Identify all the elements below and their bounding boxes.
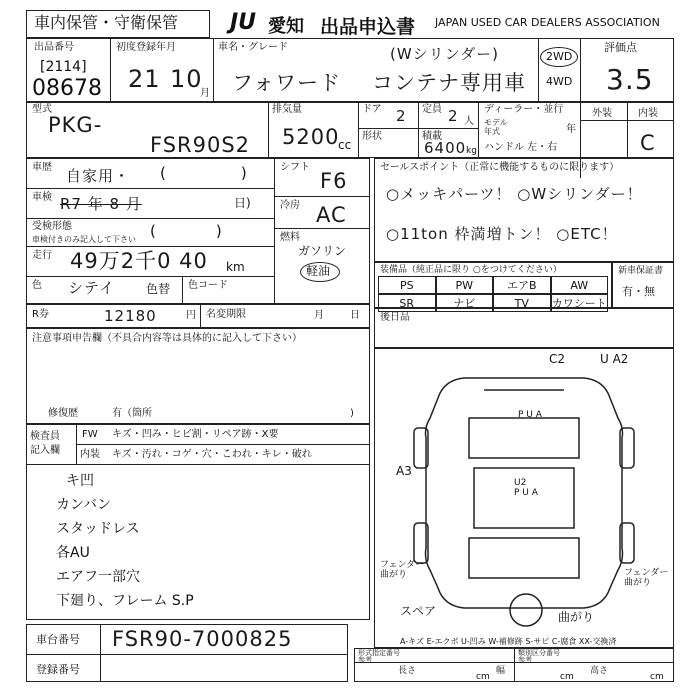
model-code: FSR90S2 [150, 133, 251, 157]
inspection-day: 日) [234, 196, 251, 210]
ac-value: AC [316, 203, 347, 227]
first-reg-label: 初度登録年月 [116, 42, 176, 53]
grade-note: (Wシリンダー) [390, 45, 499, 63]
shape-label: 形状 [362, 131, 382, 142]
diagram-legend: A-キズ E-エクボ U-凹み W-補修跡 S-サビ C-腐食 XX-交換済 [400, 637, 617, 646]
seats-unit: 人 [464, 116, 474, 127]
shift-label: シフト [280, 162, 310, 173]
car-name-label: 車名・グレード [218, 42, 288, 53]
fuel-label: 燃料 [280, 232, 300, 243]
notes-title: 注意事項申告欄（不具合内容等は具体的に記入して下さい） [32, 333, 302, 344]
score-label: 評価点 [604, 41, 637, 54]
diagram-label: P U A [518, 410, 542, 420]
color-code-label: 色コード [188, 280, 228, 291]
mileage-label: 走行 [32, 250, 52, 261]
load-label: 積載 [422, 131, 442, 142]
shift-value: F6 [320, 169, 348, 193]
recycle-label: R券 [32, 309, 49, 320]
car-grade: コンテナ専用車 [372, 71, 526, 95]
diagram-label: フェンダー 曲がり [380, 560, 425, 580]
reg-month: 10 [170, 65, 203, 93]
width-label: 幅 [496, 666, 506, 676]
repair-close: ) [350, 408, 354, 419]
brand-label: 愛知 [268, 16, 304, 37]
diagram-label: A3 [396, 464, 412, 478]
equipment-item: エアB [493, 276, 551, 294]
drive-2wd: 2WD [546, 50, 573, 63]
equipment-item: SR [378, 294, 436, 312]
equipment-grid [378, 276, 608, 310]
history-bracket: ( ) [160, 164, 247, 182]
seats-value: 2 [448, 107, 459, 125]
association-name: JAPAN USED CAR DEALERS ASSOCIATION [435, 16, 660, 29]
inspector-note: エアフ一部穴 [56, 569, 140, 585]
model-label: 型式 [32, 104, 52, 115]
inspection-value: R7 年 8 月 [60, 195, 142, 213]
recycle-yen: 円 [186, 310, 196, 321]
mileage-value: 49万2千0 40 [70, 249, 208, 273]
ju-logo: JU [230, 10, 257, 35]
diagram-label: U2 P U A [514, 478, 538, 498]
cc-unit: cc [338, 138, 352, 152]
chassis-value: FSR90-7000825 [112, 627, 293, 651]
inspector-label: 検査員 記入欄 [30, 431, 60, 456]
diagram-labels [374, 348, 674, 648]
reg-year: 21 [128, 65, 161, 93]
height-unit: cm [650, 672, 664, 682]
width-unit: cm [560, 672, 574, 682]
fuel-value: ガソリン [298, 244, 347, 258]
inspector-notes [56, 470, 356, 620]
length-label: 長さ [398, 666, 417, 676]
history-value: 自家用・ [66, 167, 131, 185]
sales-frame [374, 158, 674, 262]
length-unit: cm [476, 672, 490, 682]
inspection-label: 車検 [32, 192, 52, 203]
repair-value: 有（箇所 [112, 408, 152, 419]
receipt-note: 車検付きのみ記入して下さい [32, 235, 136, 244]
inspector-note: 各AU [56, 545, 90, 561]
color-note: 色替 [146, 282, 171, 296]
door-value: 2 [396, 107, 407, 125]
equipment-title: 装備品（純正品に限り ○をつけてください） [380, 265, 562, 275]
equipment-item: PW [436, 276, 494, 294]
name-change-day: 日 [350, 310, 360, 321]
month-unit: 月 [200, 88, 210, 99]
fw-label: FW [82, 429, 98, 440]
height-label: 高さ [590, 666, 609, 676]
form-title: 出品申込書 [320, 16, 416, 38]
inspector-note: スタッドレス [56, 521, 140, 537]
name-change-month: 月 [314, 310, 324, 321]
ac-label: 冷房 [280, 200, 300, 211]
displacement-value: 5200 [282, 125, 340, 149]
sales-line-1: ○メッキパーツ！ ○Wシリンダー！ [386, 185, 643, 203]
fuel-alt-value: 軽油 [306, 264, 331, 278]
diagram-label: C2 [549, 352, 566, 366]
drive-4wd: 4WD [546, 75, 573, 88]
interior-label: 内装 [638, 108, 658, 119]
model-year-label: モデル 年式 [484, 118, 508, 136]
door-label: ドア [362, 104, 382, 115]
exterior-grade: C [640, 131, 656, 155]
fw-items: キズ・凹み・ヒビ割・リペア跡・X要 [112, 429, 279, 440]
lot-label: 出品番号 [34, 42, 74, 53]
model-prefix: PKG- [48, 113, 103, 137]
diagram-label: フェンダー 曲がり [624, 568, 669, 588]
exterior-label: 外装 [592, 108, 612, 119]
recycle-amount: 12180 [104, 307, 157, 325]
diagram-label: スペア [400, 604, 437, 618]
sales-title: セールスポイント（正常に機能するものに限ります） [380, 162, 620, 173]
year-unit: 年 [566, 124, 576, 135]
color-label: 色 [32, 280, 42, 291]
registration-label: 登録番号 [36, 663, 80, 676]
load-unit: kg [466, 146, 477, 156]
receipt-bracket: ( ) [150, 222, 222, 240]
color-value: シテイ [68, 279, 115, 297]
handle-label: ハンドル 左・右 [484, 142, 558, 153]
rear-label: 後日品 [380, 312, 410, 323]
lot-code: [2114] [40, 59, 87, 75]
diagram-label: 曲がり [558, 610, 595, 624]
car-name: フォワード [232, 71, 341, 95]
interior-insp-items: キズ・汚れ・コゲ・穴・こわれ・キレ・破れ [112, 449, 312, 460]
equipment-item: PS [378, 276, 436, 294]
mileage-unit: km [226, 260, 245, 274]
warranty-label: 新車保証書 [618, 266, 664, 276]
equipment-item: AW [551, 276, 609, 294]
load-value: 6400 [424, 139, 467, 157]
sales-line-2: ○11ton 枠満増トン！ ○ETC！ [386, 225, 618, 243]
inspector-note: カンバン [56, 497, 112, 513]
name-change-label: 名変期限 [206, 309, 246, 320]
history-label: 車歴 [32, 162, 52, 173]
equipment-item: カワシート [551, 294, 609, 312]
category-ref-label: 類別区分番号 参考 [518, 649, 560, 664]
interior-insp-label: 内装 [80, 449, 100, 460]
chassis-label: 車台番号 [36, 633, 80, 646]
dealer-label: ディーラー・並行 [484, 104, 564, 115]
lot-number: 08678 [32, 76, 102, 101]
receipt-label: 受検形態 [32, 221, 72, 232]
fuel-alt-circle [300, 262, 340, 282]
rear-frame [374, 308, 674, 348]
displacement-label: 排気量 [272, 104, 302, 115]
diagram-label: U A2 [600, 352, 629, 366]
equipment-item: TV [493, 294, 551, 312]
repair-label: 修復歴 [48, 408, 78, 419]
warranty-value: 有・無 [622, 285, 655, 298]
spec-ref-label: 形式指定番号 参考 [358, 649, 400, 664]
inspector-note: キ凹 [66, 473, 94, 489]
equipment-item: ナビ [436, 294, 494, 312]
score-value: 3.5 [606, 63, 654, 96]
seats-label: 定員 [422, 104, 442, 115]
inspector-note: 下廻り、フレーム S.P [56, 593, 194, 609]
storage-title: 車内保管・守衛保管 [34, 13, 179, 32]
